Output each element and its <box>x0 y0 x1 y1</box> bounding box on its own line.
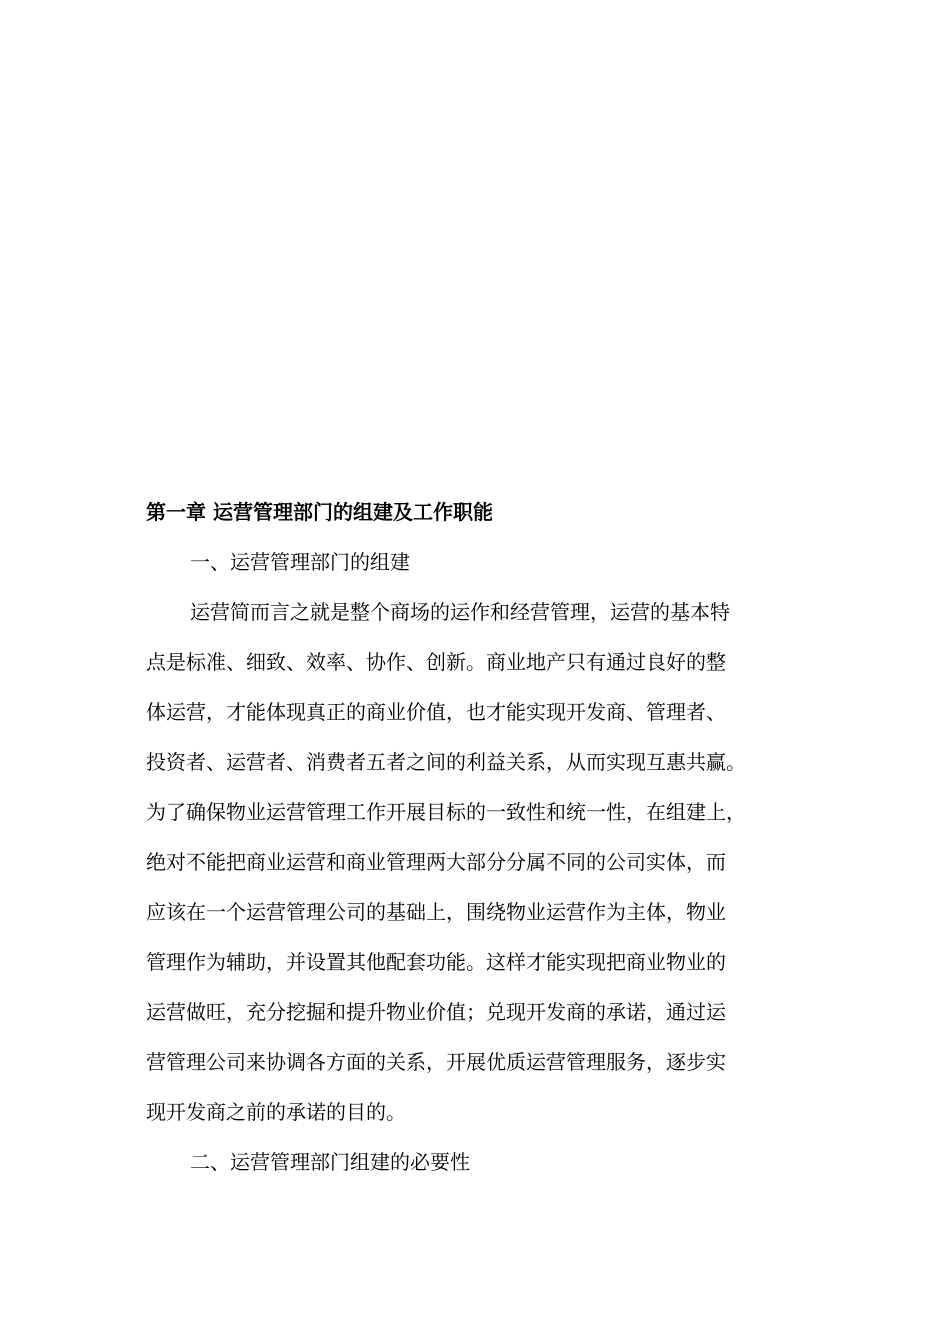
paragraph-line: 现开发商之前的承诺的目的。 <box>146 1100 406 1124</box>
paragraph-line: 投资者、运营者、消费者五者之间的利益关系，从而实现互惠共赢。 <box>146 750 746 774</box>
paragraph-line: 体运营，才能体现真正的商业价值，也才能实现开发商、管理者、 <box>146 700 726 724</box>
section-heading-2: 二、运营管理部门组建的必要性 <box>190 1150 470 1174</box>
paragraph-1 <box>146 597 846 1127</box>
paragraph-line: 运营做旺，充分挖掘和提升物业价值；兑现开发商的承诺，通过运 <box>146 1000 726 1024</box>
section-heading-1: 一、运营管理部门的组建 <box>190 550 410 574</box>
paragraph-line: 营管理公司来协调各方面的关系，开展优质运营管理服务，逐步实 <box>146 1050 726 1074</box>
paragraph-line: 运营简而言之就是整个商场的运作和经营管理，运营的基本特 <box>190 600 730 624</box>
chapter-title: 第一章 运营管理部门的组建及工作职能 <box>146 500 493 524</box>
paragraph-line: 应该在一个运营管理公司的基础上，围绕物业运营作为主体，物业 <box>146 900 726 924</box>
paragraph-line: 绝对不能把商业运营和商业管理两大部分分属不同的公司实体，而 <box>146 850 726 874</box>
paragraph-line: 管理作为辅助，并设置其他配套功能。这样才能实现把商业物业的 <box>146 950 726 974</box>
paragraph-line: 为了确保物业运营管理工作开展目标的一致性和统一性，在组建上， <box>146 800 746 824</box>
document-body <box>146 497 846 1197</box>
paragraph-line: 点是标准、细致、效率、协作、创新。商业地产只有通过良好的整 <box>146 650 726 674</box>
